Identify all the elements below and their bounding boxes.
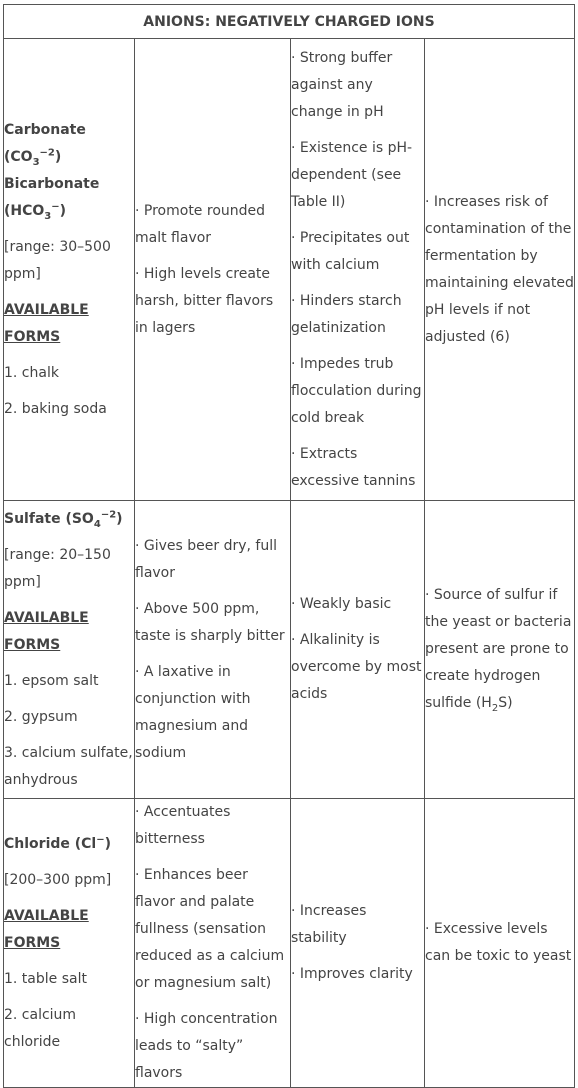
ion-range: [200–300 ppm]	[4, 871, 112, 888]
form-item: 1. chalk	[4, 364, 59, 381]
chemistry-item: · Impedes trub flocculation during cold break	[291, 355, 422, 426]
form-item: 2. baking soda	[4, 400, 107, 417]
anions-table	[3, 4, 575, 1088]
flavor-item: · Gives beer dry, full flavor	[135, 537, 278, 581]
chemistry-item: · Strong buffer against any change in pH	[291, 49, 393, 120]
chemistry-item: · Increases stability	[291, 903, 367, 946]
ion-cell	[4, 39, 135, 501]
chemistry-cell	[291, 501, 425, 799]
chemistry-item: · Improves clarity	[291, 966, 413, 982]
chemistry-item: · Existence is pH-dependent (see Table II)	[291, 139, 413, 210]
chemistry-item: · Weakly basic	[291, 596, 392, 612]
chemistry-item: · Hinders starch gelatinization	[291, 292, 402, 336]
table-title: ANIONS: NEGATIVELY CHARGED IONS	[4, 5, 575, 39]
form-item: 1. epsom salt	[4, 672, 99, 689]
risk-item: · Source of sulfur if the yeast or bacteria present are prone to create hydrogen sulfide $(H_2S)$	[425, 587, 572, 714]
table-row	[4, 39, 575, 501]
available-forms-label: AVAILABLE FORMS	[4, 907, 89, 951]
chemistry-item: · Alkalinity is overcome by most acids	[291, 632, 422, 702]
flavor-item: · Accentuates bitterness	[135, 804, 231, 847]
available-forms-label: AVAILABLE FORMS	[4, 301, 89, 345]
flavor-item: · Above 500 ppm, taste is sharply bitter	[135, 600, 285, 644]
form-item: 2. gypsum	[4, 708, 78, 725]
ion-cell	[4, 799, 135, 1088]
flavor-cell	[135, 799, 291, 1088]
flavor-item: · A laxative in conjunction with magnesium and sodium	[135, 663, 251, 761]
ion-names: Carbonate $(CO_3^{-2})$ Bicarbonate $(HCO_3^-)$	[4, 121, 100, 222]
ion-cell	[4, 501, 135, 799]
risk-cell	[425, 501, 575, 799]
table-row	[4, 501, 575, 799]
flavor-item: · Enhances beer flavor and palate fullness (sensation reduced as a calcium or magnesium salt)	[135, 867, 285, 991]
risk-cell	[425, 39, 575, 501]
flavor-cell	[135, 39, 291, 501]
flavor-cell	[135, 501, 291, 799]
flavor-item: · High concentration leads to “salty” flavors	[135, 1011, 278, 1081]
form-item: 2. calcium chloride	[4, 1006, 77, 1050]
chemistry-item: · Precipitates out with calcium	[291, 229, 410, 273]
risk-cell	[425, 799, 575, 1088]
flavor-item: · High levels create harsh, bitter flavors in lagers	[135, 265, 274, 336]
ion-range: [range: 30–500 ppm]	[4, 238, 111, 282]
form-item: 1. table salt	[4, 970, 87, 987]
chemistry-cell	[291, 39, 425, 501]
chemistry-cell	[291, 799, 425, 1088]
flavor-item: · Promote rounded malt flavor	[135, 202, 266, 246]
chemistry-item: · Extracts excessive tannins	[291, 445, 416, 489]
ion-range: [range: 20–150 ppm]	[4, 546, 111, 590]
risk-item: · Increases risk of contamination of the fermentation by maintaining elevated pH levels if not adjusted (6)	[425, 193, 574, 345]
available-forms-label: AVAILABLE FORMS	[4, 609, 89, 653]
ion-names: Chloride (Cl−)	[4, 833, 112, 852]
table-row	[4, 799, 575, 1088]
ion-names: Sulfate $(SO_4^{-2})$	[4, 508, 123, 530]
risk-item: · Excessive levels can be toxic to yeast	[425, 921, 572, 964]
form-item: 3. calcium sulfate, anhydrous	[4, 744, 133, 788]
